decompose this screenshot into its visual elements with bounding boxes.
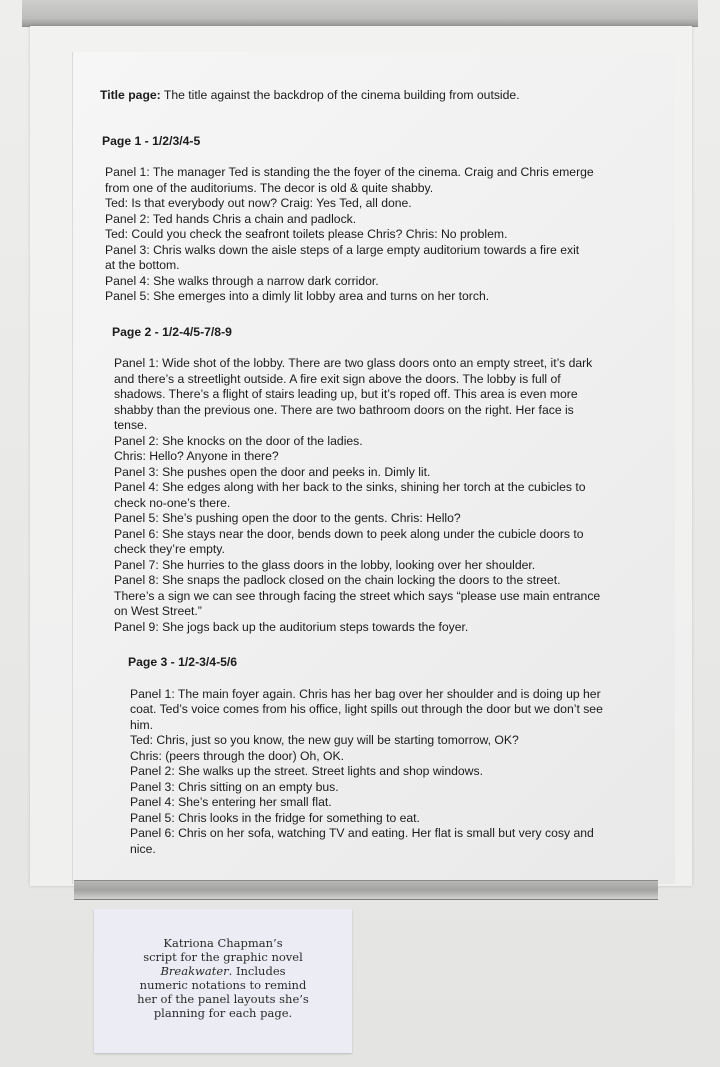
script-line: coat. Ted’s voice comes from his office, light spills out through the door but we don’t see [130, 702, 603, 716]
script-line: him. [130, 717, 154, 732]
script-line: Panel 1: The main foyer again. Chris has her bag over her shoulder and is doing up her [130, 686, 601, 701]
script-line: Panel 3: Chris walks down the aisle steps of a large empty auditorium towards a fire exit [105, 242, 580, 257]
script-line: shabby than the previous one. There are two bathroom doors on the right. Her face is [114, 402, 574, 417]
page-3-heading: Page 3 - 1/2-3/4-5/6 [128, 655, 238, 669]
script-line: Panel 1: The manager Ted is standing the the foyer of the cinema. Craig and Chris emerge [105, 165, 594, 179]
script-line: tense. [114, 418, 148, 432]
script-line: Panel 9: She jogs back up the auditorium steps towards the foyer. [114, 619, 469, 634]
script-line: from one of the auditoriums. The decor is old & quite shabby. [105, 180, 434, 195]
script-line: Panel 1: Wide shot of the lobby. There are two glass doors onto an empty street, it’s dark [114, 356, 593, 370]
script-line: Ted: Could you check the seafront toilets please Chris? Chris: No problem. [105, 227, 508, 241]
script-line: Panel 8: She snaps the padlock closed on the chain locking the doors to the street. [114, 573, 561, 587]
script-line: Panel 4: She’s entering her small flat. [130, 795, 332, 809]
script-line: Chris: Hello? Anyone in there? [114, 449, 279, 463]
caption-line [112, 964, 334, 978]
script-line: Panel 6: Chris on her sofa, watching TV and eating. Her flat is small but very cosy and [130, 826, 594, 840]
page-1-lines [105, 165, 670, 305]
script-line: check no-one’s there. [114, 495, 231, 510]
page-2-block [112, 325, 670, 636]
title-page-line [100, 88, 670, 104]
script-line: Panel 6: She stays near the door, bends down to peek along under the cubicle doors to [114, 526, 584, 541]
script-line: Panel 2: She walks up the street. Street lights and shop windows. [130, 764, 483, 778]
page-3-lines [130, 687, 670, 858]
caption-line-rest: . Includes [228, 964, 286, 978]
caption-line: numeric notations to remind [139, 978, 307, 992]
script-line: Chris: (peers through the door) Oh, OK. [130, 748, 345, 763]
script-line: Panel 3: Chris sitting on an empty bus. [130, 779, 339, 794]
script-line: at the bottom. [105, 258, 180, 272]
script-line: Panel 5: Chris looks in the fridge for something to eat. [130, 810, 420, 825]
script-line: Panel 3: She pushes open the door and peeks in. Dimly lit. [114, 464, 431, 479]
script-line: Panel 2: Ted hands Chris a chain and padlock. [105, 211, 357, 226]
caption-line: planning for each page. [153, 1006, 293, 1020]
title-page-text: The title against the backdrop of the cinema building from outside. [163, 88, 520, 102]
caption-text [112, 936, 334, 1020]
page-2-lines [114, 356, 670, 635]
title-page-label: Title page: [100, 88, 161, 102]
script-line: on West Street.” [114, 604, 202, 618]
page-3-block [128, 655, 670, 857]
caption-line: her of the panel layouts she’s [137, 992, 309, 1006]
script-line: shadows. There’s a flight of stairs leading up, but it’s roped off. This area is even more [114, 387, 578, 401]
script-line: Ted: Chris, just so you know, the new guy will be starting tomorrow, OK? [130, 733, 519, 747]
script-line: Panel 4: She edges along with her back to the sinks, shining her torch at the cubicles to [114, 480, 586, 494]
caption-line: Katriona Chapman’s [163, 936, 283, 950]
page-1-block [102, 134, 670, 305]
caption-book-title: Breakwater [160, 964, 229, 978]
page-2-heading: Page 2 - 1/2-4/5-7/8-9 [112, 324, 232, 339]
script-line: check they’re empty. [114, 542, 225, 556]
script-line: Panel 5: She’s pushing open the door to the gents. Chris: Hello? [114, 511, 461, 525]
top-display-rail [22, 0, 698, 27]
script-line: Panel 2: She knocks on the door of the ladies. [114, 433, 363, 448]
museum-caption-card [94, 909, 352, 1053]
script-text [100, 88, 670, 877]
caption-line: script for the graphic novel [143, 950, 303, 964]
script-line: nice. [130, 841, 156, 856]
bottom-display-rail [74, 880, 658, 900]
script-line: Panel 5: She emerges into a dimly lit lobby area and turns on her torch. [105, 289, 490, 303]
script-line: Ted: Is that everybody out now? Craig: Yes Ted, all done. [105, 196, 412, 210]
page-1-heading: Page 1 - 1/2/3/4-5 [102, 133, 201, 148]
script-line: Panel 7: She hurries to the glass doors in the lobby, looking over her shoulder. [114, 557, 536, 572]
script-line: Panel 4: She walks through a narrow dark corridor. [105, 273, 379, 288]
script-line: There’s a sign we can see through facing the street which says “please use main entrance [114, 588, 601, 603]
script-line: and there’s a streetlight outside. A fire exit sign above the doors. The lobby is full of [114, 371, 561, 386]
